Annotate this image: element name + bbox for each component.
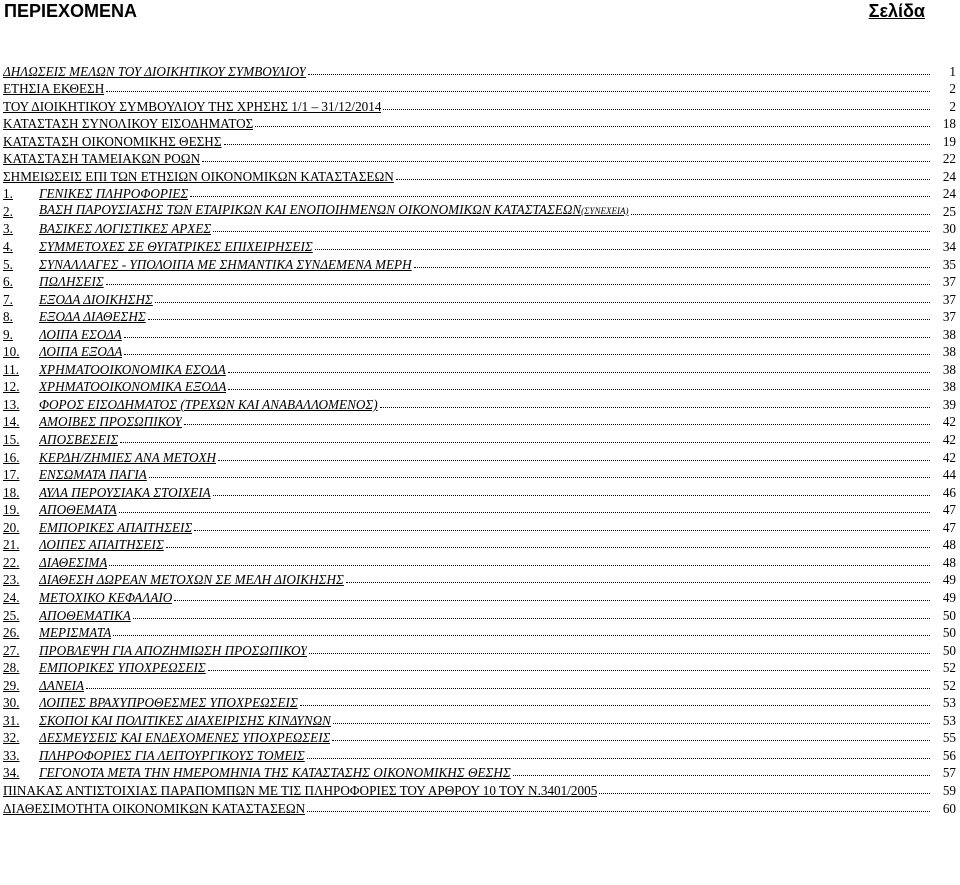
toc-entry-number: 13. [3, 396, 20, 412]
toc-entry-page-number[interactable]: 53 [942, 695, 956, 711]
toc-entry-title-text: ΑΠΟΘΕΜΑΤΙΚΑ [39, 607, 131, 623]
toc-entry-number: 29. [3, 677, 20, 693]
toc-entry-title-text: ΠΩΛΗΣΕΙΣ [39, 274, 104, 290]
toc-entry-page-number[interactable]: 2 [949, 98, 956, 114]
toc-entry-page-number[interactable]: 46 [942, 484, 956, 500]
toc-entry-title-text: ΑΥΛΑ ΠΕΡΟΥΣΙΑΚΑ ΣΤΟΙΧΕΙΑ [39, 484, 211, 500]
toc-entry-title[interactable] [39, 765, 511, 780]
toc-entry-title[interactable] [3, 64, 306, 79]
toc-dot-leader [202, 161, 930, 162]
toc-entry-title[interactable] [3, 801, 305, 816]
toc-dot-leader [228, 389, 930, 390]
toc-entry-number: 22. [3, 554, 20, 570]
toc-entry[interactable] [0, 763, 960, 781]
toc-dot-leader [631, 214, 930, 215]
toc-dot-leader [124, 337, 930, 338]
toc-entry-number: 16. [3, 449, 20, 465]
toc-dot-leader [119, 512, 930, 513]
toc-entry[interactable] [0, 394, 960, 412]
toc-entry[interactable] [0, 114, 960, 132]
toc-entry-title-text: ΓΕΝΙΚΕΣ ΠΛΗΡΟΦΟΡΙΕΣ [39, 186, 189, 202]
toc-entry-page-number[interactable]: 42 [942, 414, 956, 430]
toc-entry[interactable] [0, 693, 960, 711]
toc-entry[interactable] [0, 201, 960, 219]
toc-dot-leader [124, 354, 930, 355]
toc-entry-page-number[interactable]: 38 [942, 361, 956, 377]
toc-dot-leader [190, 196, 930, 197]
toc-entry[interactable] [0, 587, 960, 605]
toc-entry-title[interactable] [3, 116, 253, 131]
toc-entry-title-text: ΔΙΑΘΕΣΙΜΟΤΗΤΑ ΟΙΚΟΝΟΜΙΚΩΝ ΚΑΤΑΣΤΑΣΕΩΝ [3, 800, 306, 816]
toc-entry-title[interactable] [39, 362, 226, 377]
toc-entry[interactable] [0, 324, 960, 342]
toc-entry-title[interactable] [39, 537, 164, 552]
toc-entry-title[interactable] [3, 151, 200, 166]
toc-entry-title[interactable] [3, 81, 104, 96]
toc-entry[interactable] [0, 131, 960, 149]
toc-entry-title-text: ΣΚΟΠΟΙ ΚΑΙ ΠΟΛΙΤΙΚΕΣ ΔΙΑΧΕΙΡΙΣΗΣ ΚΙΝΔΥΝΩΝ [39, 712, 331, 728]
toc-entry-title[interactable] [39, 520, 192, 535]
toc-entry-title-text: ΓΕΓΟΝΟΤΑ ΜΕΤΑ ΤΗΝ ΗΜΕΡΟΜΗΝΙΑ ΤΗΣ ΚΑΤΑΣΤΑΣΗΣ ΟΙΚΟΝΟΜΙΚΗΣ ΘΕΣΗΣ [39, 765, 511, 781]
toc-dot-leader [166, 547, 930, 548]
toc-entry[interactable] [0, 517, 960, 535]
toc-entry[interactable] [0, 342, 960, 360]
toc-entry-title-text: ΦΟΡΟΣ ΕΙΣΟΔΗΜΑΤΟΣ (ΤΡΕΧΩΝ ΚΑΙ ΑΝΑΒΑΛΛΟΜΕΝΟΣ) [39, 396, 378, 412]
toc-entry[interactable] [0, 254, 960, 272]
toc-entry-title-text: ΛΟΙΠΑ ΕΞΟΔΑ [39, 344, 123, 360]
toc-entry[interactable] [0, 184, 960, 202]
toc-entry-page-number[interactable]: 38 [942, 326, 956, 342]
toc-entry-page-number[interactable]: 47 [942, 519, 956, 535]
toc-entry-title-text: ΔΕΣΜΕΥΣΕΙΣ ΚΑΙ ΕΝΔΕΧΟΜΕΝΕΣ ΥΠΟΧΡΕΩΣΕΙΣ [39, 730, 331, 746]
toc-entry-number: 20. [3, 519, 20, 535]
toc-entry-number: 8. [3, 309, 13, 325]
toc-entry-page-number[interactable]: 57 [942, 765, 956, 781]
toc-entry-number: 5. [3, 256, 13, 272]
toc-dot-leader [315, 249, 930, 250]
toc-dot-leader [208, 670, 930, 671]
toc-entry-page-number[interactable]: 2 [949, 81, 956, 97]
toc-dot-leader [513, 775, 930, 776]
toc-entry-number: 9. [3, 326, 13, 342]
toc-dot-leader [106, 91, 930, 92]
toc-entry-number: 12. [3, 379, 20, 395]
toc-entry-page-number[interactable]: 47 [942, 502, 956, 518]
toc-entry-page-number[interactable]: 37 [942, 291, 956, 307]
toc-entry-title-text: ΔΙΑΘΕΣΗ ΔΩΡΕΑΝ ΜΕΤΟΧΩΝ ΣΕ ΜΕΛΗ ΔΙΟΙΚΗΣΗΣ [39, 572, 344, 588]
toc-entry-number: 19. [3, 502, 20, 518]
toc-entry-page-number[interactable]: 50 [942, 642, 956, 658]
toc-entry-page-number[interactable]: 34 [942, 239, 956, 255]
toc-entry[interactable] [0, 149, 960, 167]
toc-entry-page-number[interactable]: 49 [942, 589, 956, 605]
toc-entry-title-text: ΚΕΡΔΗ/ΖΗΜΙΕΣ ΑΝΑ ΜΕΤΟΧΗ [39, 449, 217, 465]
toc-entry-title-text: ΧΡΗΜΑΤΟΟΙΚΟΝΟΜΙΚΑ ΕΞΟΔΑ [39, 379, 227, 395]
toc-entry-title-text: ΔΑΝΕΙΑ [39, 677, 85, 693]
toc-entry-title-text: ΒΑΣΗ ΠΑΡΟΥΣΙΑΣΗΣ ΤΩΝ ΕΤΑΙΡΙΚΩΝ ΚΑΙ ΕΝΟΠΟΙΗΜΕΝΩΝ ΟΙΚΟΝΟΜΙΚΩΝ ΚΑΤΑΣΤΑΣΕΩΝ [39, 201, 582, 217]
toc-entry-title[interactable] [39, 678, 84, 693]
toc-entry-number: 30. [3, 695, 20, 711]
toc-entry-title-text: ΕΤΗΣΙΑ ΕΚΘΕΣΗ [3, 81, 105, 97]
toc-entry-number: 11. [3, 361, 19, 377]
toc-dot-leader [224, 144, 930, 145]
toc-entry-title-text: ΕΝΣΩΜΑΤΑ ΠΑΓΙΑ [39, 467, 147, 483]
toc-entry[interactable] [0, 79, 960, 97]
toc-entry-page-number[interactable]: 1 [949, 63, 956, 79]
toc-entry-page-number[interactable]: 38 [942, 344, 956, 360]
toc-entry-page-number[interactable]: 42 [942, 432, 956, 448]
toc-entry-title-text: ΛΟΙΠΕΣ ΒΡΑΧΥΠΡΟΘΕΣΜΕΣ ΥΠΟΧΡΕΩΣΕΙΣ [39, 695, 298, 711]
toc-entry-title[interactable] [39, 397, 378, 412]
toc-dot-leader [380, 407, 930, 408]
toc-entry-page-number[interactable]: 38 [942, 379, 956, 395]
toc-list [0, 61, 960, 816]
toc-entry-title-text: ΚΑΤΑΣΤΑΣΗ ΣΥΝΟΛΙΚΟΥ ΕΙΣΟΔΗΜΑΤΟΣ [3, 116, 254, 132]
toc-entry-title[interactable] [39, 467, 147, 482]
toc-entry-title[interactable] [39, 414, 182, 429]
toc-dot-leader [133, 618, 930, 619]
toc-dot-leader [333, 723, 930, 724]
toc-entry[interactable] [0, 570, 960, 588]
toc-entry[interactable] [0, 412, 960, 430]
toc-entry[interactable] [0, 745, 960, 763]
toc-entry-page-number[interactable]: 52 [942, 660, 956, 676]
toc-entry-title-text: ΑΜΟΙΒΕΣ ΠΡΟΣΩΠΙΚΟΥ [39, 414, 182, 430]
toc-entry-title[interactable] [39, 292, 153, 307]
toc-dot-leader [414, 267, 930, 268]
toc-dot-leader [194, 530, 930, 531]
toc-entry-title[interactable] [39, 239, 313, 254]
toc-dot-leader [148, 319, 930, 320]
toc-entry-title[interactable] [39, 186, 188, 201]
toc-entry[interactable] [0, 61, 960, 79]
toc-dot-leader [86, 688, 930, 689]
toc-entry[interactable] [0, 658, 960, 676]
toc-entry-title-text: ΠΡΟΒΛΕΨΗ ΓΙΑ ΑΠΟΖΗΜΙΩΣΗ ΠΡΟΣΩΠΙΚΟΥ [39, 642, 308, 658]
toc-entry-title[interactable] [3, 134, 222, 149]
toc-entry-title[interactable] [39, 730, 330, 745]
toc-entry[interactable] [0, 500, 960, 518]
toc-entry[interactable] [0, 377, 960, 395]
toc-entry-title-text: ΔΗΛΩΣΕΙΣ ΜΕΛΩΝ ΤΟΥ ΔΙΟΙΚΗΤΙΚΟΥ ΣΥΜΒΟΥΛΙΟΥ [3, 63, 306, 79]
toc-entry-page-number[interactable]: 56 [942, 747, 956, 763]
toc-entry[interactable] [0, 780, 960, 798]
toc-entry[interactable] [0, 623, 960, 641]
toc-entry-title[interactable] [39, 485, 211, 500]
toc-dot-leader [174, 600, 930, 601]
toc-entry-page-number[interactable]: 42 [942, 449, 956, 465]
toc-entry-title[interactable] [39, 713, 331, 728]
toc-entry-title[interactable] [39, 309, 146, 324]
toc-entry-title-text: ΒΑΣΙΚΕΣ ΛΟΓΙΣΤΙΚΕΣ ΑΡΧΕΣ [39, 221, 212, 237]
toc-entry-title-text: ΔΙΑΘΕΣΙΜΑ [39, 554, 108, 570]
toc-entry-title-text: ΑΠΟΘΕΜΑΤΑ [39, 502, 117, 518]
toc-entry-title[interactable] [39, 327, 122, 342]
toc-entry-title[interactable] [39, 748, 305, 763]
page-title: ΠΕΡΙΕΧΟΜΕΝΑ [4, 1, 138, 21]
toc-entry-title[interactable] [39, 450, 216, 465]
toc-dot-leader [396, 179, 930, 180]
toc-dot-leader [218, 460, 930, 461]
toc-entry-title-text: ΛΟΙΠΕΣ ΑΠΑΙΤΗΣΕΙΣ [39, 537, 164, 553]
toc-entry[interactable] [0, 552, 960, 570]
toc-entry-title[interactable] [39, 344, 122, 359]
toc-entry-number: 7. [3, 291, 13, 307]
toc-header [0, 0, 960, 30]
toc-dot-leader [109, 565, 930, 566]
toc-entry[interactable] [0, 728, 960, 746]
toc-entry-page-number[interactable]: 53 [942, 712, 956, 728]
toc-entry-title[interactable] [39, 274, 104, 289]
toc-entry-title-text: ΣΥΜΜΕΤΟΧΕΣ ΣΕ ΘΥΓΑΤΡΙΚΕΣ ΕΠΙΧΕΙΡΗΣΕΙΣ [39, 239, 313, 255]
toc-entry-page-number[interactable]: 30 [942, 221, 956, 237]
toc-entry-number: 26. [3, 625, 20, 641]
toc-entry[interactable] [0, 359, 960, 377]
toc-entry-title-text: ΠΛΗΡΟΦΟΡΙΕΣ ΓΙΑ ΛΕΙΤΟΥΡΓΙΚΟΥΣ ΤΟΜΕΙΣ [39, 747, 305, 763]
toc-entry[interactable] [0, 307, 960, 325]
toc-entry-page-number[interactable]: 60 [942, 800, 956, 816]
toc-entry-title[interactable] [39, 590, 172, 605]
toc-entry-title-text: ΣΥΝΑΛΛΑΓΕΣ - ΥΠΟΛΟΙΠΑ ΜΕ ΣΗΜΑΝΤΙΚΑ ΣΥΝΔΕΜΕΝΑ ΜΕΡΗ [39, 256, 412, 272]
toc-entry-number: 15. [3, 432, 20, 448]
toc-entry-page-number[interactable]: 18 [942, 116, 956, 132]
toc-entry-title-text: ΕΜΠΟΡΙΚΕΣ ΥΠΟΧΡΕΩΣΕΙΣ [39, 660, 206, 676]
toc-entry-title[interactable] [39, 502, 117, 517]
toc-entry-page-number[interactable]: 59 [942, 782, 956, 798]
toc-entry-page-number[interactable]: 24 [942, 186, 956, 202]
toc-entry-page-number[interactable]: 24 [942, 168, 956, 184]
toc-entry[interactable] [0, 482, 960, 500]
toc-entry-title[interactable] [39, 432, 118, 447]
toc-entry-title-text: ΣΗΜΕΙΩΣΕΙΣ ΕΠΙ ΤΩΝ ΕΤΗΣΙΩΝ ΟΙΚΟΝΟΜΙΚΩΝ ΚΑΤΑΣΤΑΣΕΩΝ [3, 168, 394, 184]
toc-entry-number: 28. [3, 660, 20, 676]
toc-entry-title-text: ΕΞΟΔΑ ΔΙΟΙΚΗΣΗΣ [39, 291, 153, 307]
toc-entry-title-text: ΕΜΠΟΡΙΚΕΣ ΑΠΑΙΤΗΣΕΙΣ [39, 519, 193, 535]
toc-dot-leader [155, 302, 930, 303]
toc-entry-title-text: ΜΕΡΙΣΜΑΤΑ [39, 625, 112, 641]
toc-entry-number: 14. [3, 414, 20, 430]
toc-entry-title-text: ΕΞΟΔΑ ΔΙΑΘΕΣΗΣ [39, 309, 146, 325]
toc-entry-page-number[interactable]: 39 [942, 396, 956, 412]
toc-entry-title[interactable] [3, 99, 381, 114]
toc-entry-number: 24. [3, 589, 20, 605]
toc-entry-page-number[interactable]: 37 [942, 309, 956, 325]
toc-entry-title[interactable] [39, 660, 206, 675]
toc-entry-number: 33. [3, 747, 20, 763]
toc-entry[interactable] [0, 166, 960, 184]
toc-entry[interactable] [0, 272, 960, 290]
toc-entry-page-number[interactable]: 35 [942, 256, 956, 272]
toc-entry[interactable] [0, 605, 960, 623]
toc-dot-leader [307, 811, 930, 812]
toc-entry-number: 21. [3, 537, 20, 553]
toc-dot-leader [149, 477, 930, 478]
toc-entry-title[interactable] [39, 695, 298, 710]
toc-entry-page-number[interactable]: 49 [942, 572, 956, 588]
toc-entry-title-text: ΤΟΥ ΔΙΟΙΚΗΤΙΚΟΥ ΣΥΜΒΟΥΛΙΟΥ ΤΗΣ ΧΡΗΣΗΣ 1/1 – 31/12/2014 [3, 98, 382, 114]
toc-entry-number: 10. [3, 344, 20, 360]
toc-entry-title-text: ΛΟΙΠΑ ΕΣΟΔΑ [39, 326, 122, 342]
toc-entry-title-text: ΚΑΤΑΣΤΑΣΗ ΤΑΜΕΙΑΚΩΝ ΡΟΩΝ [3, 151, 201, 167]
toc-entry[interactable] [0, 535, 960, 553]
toc-entry[interactable] [0, 219, 960, 237]
toc-entry-title-text: ΠΙΝΑΚΑΣ ΑΝΤΙΣΤΟΙΧΙΑΣ ΠΑΡΑΠΟΜΠΩΝ ΜΕ ΤΙΣ ΠΛΗΡΟΦΟΡΙΕΣ ΤΟΥ ΑΡΘΡΟΥ 10 ΤΟΥ Ν.3401/2005 [3, 782, 598, 798]
toc-entry-number: 34. [3, 765, 20, 781]
toc-entry-page-number[interactable]: 19 [942, 133, 956, 149]
toc-entry[interactable] [0, 798, 960, 816]
toc-entry-title[interactable] [39, 555, 107, 570]
toc-entry-page-number[interactable]: 44 [942, 467, 956, 483]
toc-entry-page-number[interactable]: 48 [942, 537, 956, 553]
toc-entry-number: 18. [3, 484, 20, 500]
toc-entry-page-number[interactable]: 50 [942, 625, 956, 641]
toc-entry-title[interactable] [39, 572, 344, 587]
toc-dot-leader [106, 284, 930, 285]
toc-entry-title[interactable] [39, 202, 629, 219]
toc-entry-title[interactable] [39, 257, 412, 272]
toc-dot-leader [308, 74, 930, 75]
toc-entry-title[interactable] [3, 783, 597, 798]
toc-entry-title-text: ΚΑΤΑΣΤΑΣΗ ΟΙΚΟΝΟΜΙΚΗΣ ΘΕΣΗΣ [3, 133, 222, 149]
toc-entry-page-number[interactable]: 22 [942, 151, 956, 167]
toc-entry-number: 17. [3, 467, 20, 483]
toc-dot-leader [300, 705, 930, 706]
toc-entry[interactable] [0, 465, 960, 483]
toc-entry-title[interactable] [39, 379, 226, 394]
page-column-label[interactable]: Σελίδα [868, 1, 925, 21]
toc-entry-number: 23. [3, 572, 20, 588]
toc-entry[interactable] [0, 710, 960, 728]
toc-entry-title[interactable] [3, 169, 394, 184]
toc-entry-number: 3. [3, 221, 13, 237]
toc-dot-leader [255, 126, 930, 127]
toc-dot-leader [228, 372, 930, 373]
toc-entry-page-number[interactable]: 52 [942, 677, 956, 693]
toc-entry[interactable] [0, 447, 960, 465]
toc-entry-title-text: ΜΕΤΟΧΙΚΟ ΚΕΦΑΛΑΙΟ [39, 589, 173, 605]
toc-entry[interactable] [0, 675, 960, 693]
toc-entry-title[interactable] [39, 625, 111, 640]
toc-entry-title[interactable] [39, 643, 307, 658]
toc-entry-page-number[interactable]: 50 [942, 607, 956, 623]
toc-entry-number: 4. [3, 239, 13, 255]
toc-dot-leader [383, 109, 930, 110]
toc-entry[interactable] [0, 640, 960, 658]
toc-entry-title[interactable] [39, 608, 131, 623]
toc-dot-leader [307, 758, 930, 759]
toc-entry-page-number[interactable]: 37 [942, 274, 956, 290]
toc-entry[interactable] [0, 289, 960, 307]
toc-entry[interactable] [0, 236, 960, 254]
toc-entry-number: 6. [3, 274, 13, 290]
toc-dot-leader [113, 635, 930, 636]
toc-entry-number: 2. [3, 203, 13, 219]
toc-dot-leader [332, 740, 930, 741]
toc-dot-leader [184, 424, 930, 425]
toc-entry-number: 1. [3, 186, 13, 202]
toc-dot-leader [346, 582, 930, 583]
toc-dot-leader [213, 495, 930, 496]
toc-entry-page-number[interactable]: 48 [942, 554, 956, 570]
toc-entry-page-number[interactable]: 55 [942, 730, 956, 746]
toc-entry-number: 31. [3, 712, 20, 728]
toc-entry-number: 27. [3, 642, 20, 658]
toc-entry[interactable] [0, 429, 960, 447]
toc-dot-leader [213, 231, 930, 232]
toc-entry-number: 32. [3, 730, 20, 746]
toc-dot-leader [309, 653, 930, 654]
toc-entry-title-text: ΧΡΗΜΑΤΟΟΙΚΟΝΟΜΙΚΑ ΕΣΟΔΑ [39, 361, 226, 377]
toc-entry-title-suffix: (ΣΥΝΕΧΕΙΑ) [581, 205, 629, 216]
toc-entry-title[interactable] [39, 221, 211, 236]
toc-dot-leader [599, 793, 930, 794]
toc-entry-title-text: ΑΠΟΣΒΕΣΕΙΣ [39, 432, 119, 448]
toc-entry-page-number[interactable]: 25 [942, 203, 956, 219]
toc-entry-number: 25. [3, 607, 20, 623]
toc-entry[interactable] [0, 96, 960, 114]
toc-dot-leader [120, 442, 930, 443]
